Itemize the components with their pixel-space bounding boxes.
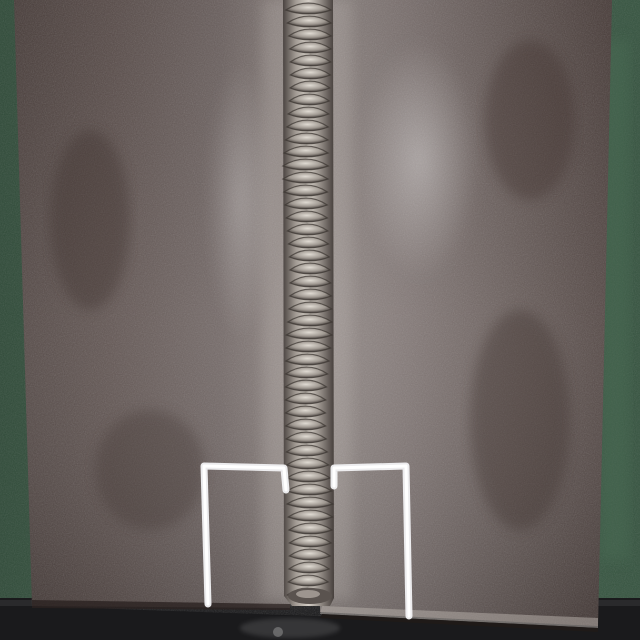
weld-bead <box>262 0 352 606</box>
